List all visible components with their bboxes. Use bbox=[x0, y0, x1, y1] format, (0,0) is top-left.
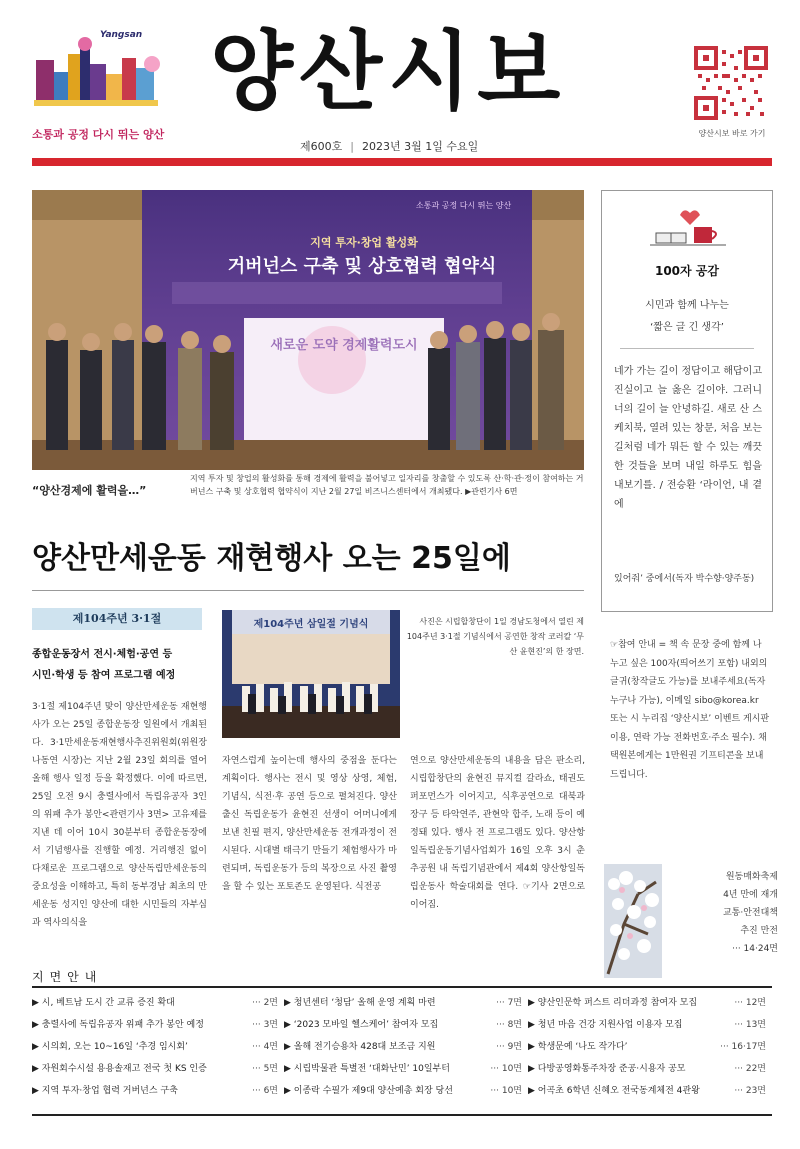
index-item-label: ▶ 시, 베트남 도시 간 교류 증진 확대 bbox=[32, 998, 175, 1008]
index-item-page: ··· 6면 bbox=[252, 1086, 278, 1096]
index-item-label: ▶ 지역 투자·창업 협력 거버넌스 구축 bbox=[32, 1086, 178, 1096]
blossom-caption bbox=[668, 868, 778, 958]
blossom-caption-line: 4년 만에 재개 bbox=[723, 890, 778, 900]
blossom-caption-line: 원동매화축제 bbox=[725, 872, 778, 882]
index-item[interactable] bbox=[284, 1082, 528, 1100]
sidebar-divider bbox=[620, 348, 754, 349]
sidebar-subtitle: 시민과 함께 나누는 bbox=[645, 300, 729, 311]
index-item-label: ▶ 이종락 수필가 제9대 양산예총 회장 당선 bbox=[284, 1086, 453, 1096]
photo-caption: 지역 투자 및 창업의 활성화를 통해 경제에 활력을 불어넣고 일자리를 창출할 수 있도록 산·학·관·정이 참여하는 거버넌스 구축 및 상호협력 협약식이 지난 2월 27일 비즈니스센터에서 개최됐다. ▶관련기사 6면 bbox=[190, 474, 584, 496]
index-item[interactable] bbox=[528, 1038, 772, 1056]
headline-divider bbox=[32, 590, 584, 591]
article-kicker: 제104주년 3·1절 bbox=[32, 608, 202, 630]
index-item-page: ··· 12면 bbox=[734, 998, 766, 1008]
banner-subtitle: 지역 투자·창업 활성화 bbox=[310, 236, 418, 249]
index-item[interactable] bbox=[32, 1060, 284, 1078]
index-item[interactable] bbox=[528, 1060, 772, 1078]
index-item[interactable] bbox=[284, 1060, 528, 1078]
signing-board-text: 새로운 도약 경제활력도시 bbox=[270, 338, 418, 353]
book-cup-icon bbox=[650, 209, 726, 249]
page-index bbox=[32, 994, 772, 1100]
banner-slogan: 소통과 공정 다시 뛰는 양산 bbox=[416, 201, 512, 210]
index-item-page: ··· 9면 bbox=[496, 1042, 522, 1052]
index-item[interactable] bbox=[32, 1082, 284, 1100]
index-item-label: ▶ 충렬사에 독립유공자 위패 추가 봉안 예정 bbox=[32, 1020, 204, 1030]
index-item-page: ··· 3면 bbox=[252, 1020, 278, 1030]
index-item-page: ··· 4면 bbox=[252, 1042, 278, 1052]
participation-notice: ☞참여 안내 = 책 속 문장 중에 함께 나누고 싶은 100자(띄어쓰기 포함) 내외의 글귀(창작글도 가능)를 보내주세요(독자 누구나 가능), 이메일 sibo@korea.kr 또는 시 누리집 ‘양산시보’ 이벤트 게시판 이용, 연락 가능 전화번호·주소 필수). 채택원본에게는 1만원권 기프티콘을 보내드립니다. bbox=[610, 640, 770, 780]
blossom-caption-page: ··· 14·24면 bbox=[732, 944, 778, 954]
index-item[interactable] bbox=[284, 994, 528, 1012]
index-item-label: ▶ 학생문예 ‘나도 작가다’ bbox=[528, 1042, 628, 1052]
masthead: 양산시보 bbox=[210, 21, 567, 122]
index-item[interactable] bbox=[528, 1082, 772, 1100]
plum-blossom-photo bbox=[604, 864, 662, 978]
index-item[interactable] bbox=[284, 1038, 528, 1056]
index-item-page: ··· 2면 bbox=[252, 998, 278, 1008]
article-column-1: 3·1절 제104주년 맞이 양산만세운동 재현행사가 오는 25일 종합운동장 일원에서 개최된다. 3·1만세운동재현행사추진위원회(위원장 나동연 시장)는 지난 2월 23일 회의를 열어 올해 행사 일정 등을 확정했다. 이에 따르면, 25일 오전 9시 충렬사에서 독립유공자 3인의 위패 추가 봉안<관련기사 3면> 고유제를 지낸 데 이어 10시 30분부터 종합운동장에서 기념행사를 진행할 예정. 거리행진 없이 다채로운 프로그램으로 양산독립만세운동의 중요성을 이해하고, 특히 동부경남 최초의 만세운동 성지인 양산에 대한 시민들의 자부심과 역사의식을 bbox=[32, 702, 207, 928]
issue-date: 2023년 3월 1일 수요일 bbox=[361, 140, 479, 153]
qr-label: 양산시보 바로 가기 bbox=[698, 129, 766, 138]
index-item-page: ··· 22면 bbox=[734, 1064, 766, 1074]
index-item-page: ··· 16·17면 bbox=[720, 1042, 766, 1052]
index-item[interactable] bbox=[284, 1016, 528, 1034]
masthead-rule bbox=[32, 158, 772, 166]
photo-quote: “양산경제에 활력을…” bbox=[32, 484, 147, 497]
article-headline: 양산만세운동 재현행사 오는 25일에 bbox=[32, 541, 511, 576]
index-bottom-rule bbox=[32, 1114, 772, 1116]
sidebar-title: 100자 공감 bbox=[654, 264, 719, 278]
sidebar-quote: 네가 가는 길이 정답이고 해답이고 진실이고 늘 옳은 길이야. 그러니 너의 길이 늘 안녕하길. 새로 산 스케치북, 열려 있는 창문, 처음 보는 길처럼 네가 뭐든 할 수 있는 깨끗한 것들을 보며 내일 하루도 힘을 내보기를. / 전승환 ‘라이언, 내 곁에 bbox=[614, 366, 762, 510]
ceremony-photo-caption: 사진은 시립합창단이 1일 경남도청에서 열린 제104주년 3·1절 기념식에서 공연한 창작 코러칼 ‘무산 윤현진’의 한 장면. bbox=[406, 617, 584, 656]
index-item-page: ··· 10면 bbox=[490, 1064, 522, 1074]
index-item[interactable] bbox=[32, 1038, 284, 1056]
index-item[interactable] bbox=[32, 994, 284, 1012]
index-item-label: ▶ 어곡초 6학년 신혜오 전국동계체전 4관왕 bbox=[528, 1086, 700, 1096]
index-item[interactable] bbox=[528, 1016, 772, 1034]
index-item-label: ▶ ‘2023 모바일 헬스케어’ 참여자 모집 bbox=[284, 1020, 439, 1030]
article-column-3: 연으로 양산만세운동의 내용을 담은 판소리, 시립합창단의 윤현진 뮤지컬 갈라쇼, 태권도 퍼포먼스가 이어지고, 식후공연으로 대북과 장구 등 타악연주, 관현악 합주, 노래 등이 예정돼 있다. 행사 전 프로그램도 있다. 양산항일독립운동기념사업회가 16일 오후 3시 춘추공원 내 독립기념관에서 제4회 양산항일독립운동사 학술대회를 연다. ☞기사 2면으로 이어짐. bbox=[410, 756, 585, 910]
article-deck: 시민·학생 등 참여 프로그램 예정 bbox=[32, 670, 176, 681]
article-column-2: 자연스럽게 높이는데 행사의 중점을 둔다는 계획이다. 행사는 전시 및 영상 상영, 체험, 기념식, 식전·후 공연 등으로 펼쳐진다. 양산 출신 독립운동가 윤현진 선생이 어머니에게 보낸 친필 편지, 양산만세운동 전개과정이 전시된다. 시대별 태극기 만들기 체험행사가 마련되며, 독립운동가 등의 복장으로 사진 촬영을 할 수 있는 포토존도 운영된다. 식전공 bbox=[222, 756, 397, 892]
index-item-label: ▶ 자원회수시설 용용솔재고 전국 첫 KS 인증 bbox=[32, 1064, 207, 1074]
index-top-rule bbox=[32, 986, 772, 988]
logo-slogan: 소통과 공정 다시 뛰는 양산 bbox=[32, 128, 165, 141]
index-item-label: ▶ 시립박물관 특별전 ‘대화난민’ 10일부터 bbox=[284, 1064, 450, 1074]
index-item-label: ▶ 올해 전기승용차 428대 보조금 지원 bbox=[284, 1042, 436, 1052]
sidebar-subtitle: ‘짧은 글 긴 생각’ bbox=[650, 322, 724, 333]
ceremony-banner-text: 제104주년 삼일절 기념식 bbox=[253, 619, 369, 630]
blossom-caption-line: 교통·안전대책 bbox=[722, 908, 778, 918]
sidebar-quote-source: 있어줘’ 중에서(독자 박수향·양주동) bbox=[614, 574, 755, 584]
issue-number: 제600호 bbox=[300, 140, 343, 153]
city-logo bbox=[34, 30, 164, 124]
index-item-page: ··· 23면 bbox=[734, 1086, 766, 1096]
index-item-label: ▶ 양산인문학 퍼스트 리더과정 참여자 모집 bbox=[528, 998, 698, 1008]
index-item-label: ▶ 시의회, 오는 10~16일 ‘추경 임시회’ bbox=[32, 1042, 188, 1052]
index-item-page: ··· 7면 bbox=[496, 998, 522, 1008]
ceremony-photo bbox=[222, 610, 400, 738]
index-item-label: ▶ 다방공영화통주차장 준공·시용자 공모 bbox=[528, 1064, 686, 1074]
top-photo bbox=[32, 190, 584, 470]
index-item-page: ··· 13면 bbox=[734, 1020, 766, 1030]
page-index-title: 지면안내 bbox=[32, 970, 103, 984]
index-item[interactable] bbox=[32, 1016, 284, 1034]
index-item[interactable] bbox=[528, 994, 772, 1012]
article-deck: 종합운동장서 전시·체험·공연 등 bbox=[32, 649, 173, 660]
logo-wordmark: Yangsan bbox=[100, 30, 143, 40]
index-item-page: ··· 5면 bbox=[252, 1064, 278, 1074]
index-item-label: ▶ 청년 마음 건강 지원사업 이용자 모집 bbox=[528, 1020, 683, 1030]
index-item-label: ▶ 청년센터 ‘청담’ 올해 운영 계획 마련 bbox=[284, 998, 436, 1008]
blossom-caption-line: 추진 만전 bbox=[740, 926, 778, 936]
issue-line: 제600호 | 2023년 3월 1일 수요일 bbox=[300, 140, 479, 153]
index-item-page: ··· 10면 bbox=[490, 1086, 522, 1096]
banner-title: 거버넌스 구축 및 상호협력 협약식 bbox=[227, 256, 497, 277]
index-item-page: ··· 8면 bbox=[496, 1020, 522, 1030]
qr-code[interactable] bbox=[694, 46, 768, 120]
